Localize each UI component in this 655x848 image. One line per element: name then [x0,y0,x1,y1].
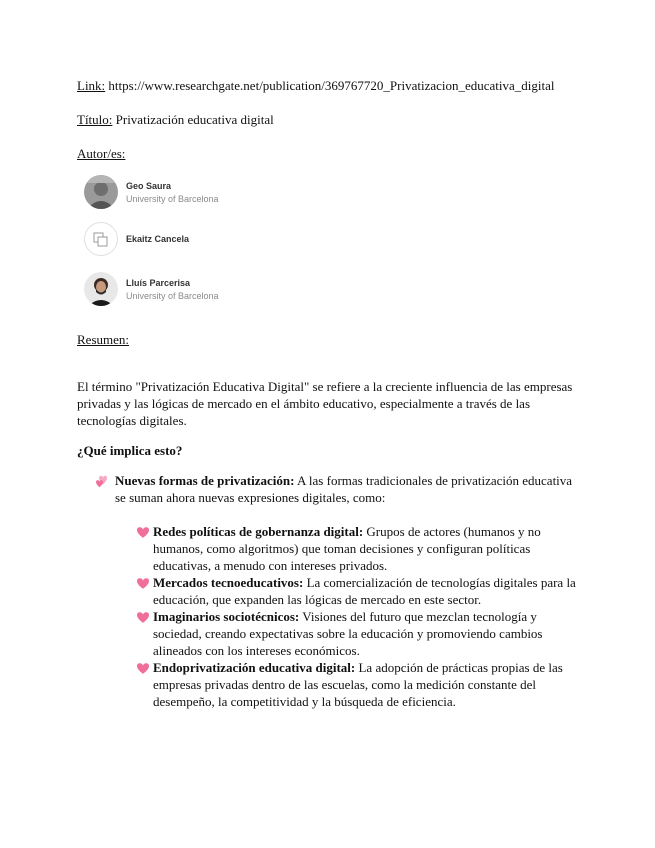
main-point-text: A las formas tradicionales de privatización educativa se suman ahora nuevas expresiones digitales, como: [115,473,573,505]
main-point [115,472,575,506]
author-card[interactable] [84,222,304,262]
list-item [153,574,578,608]
list-item [153,608,553,659]
list-item-text: Grupos de actores (humanos y no humanos, como algoritmos) que toman decisiones y configuran políticas educativas, a menudo con intereses privados. [153,524,541,573]
list-item-bold: Mercados tecnoeducativos: [153,575,304,590]
summary-paragraph: El término "Privatización Educativa Digital" se refiere a la creciente influencia de las empresas privadas y las lógicas de mercado en el ámbito educativo, especialmente a través de las tecnologías digitales. [77,379,573,428]
list-item-bold: Imaginarios sociotécnicos: [153,609,300,624]
summary-label: Resumen: [77,332,129,347]
title-value: Privatización educativa digital [115,112,274,127]
two-hearts-icon [95,473,112,488]
author-affiliation: University of Barcelona [126,194,219,204]
authors-label: Autor/es: [77,146,126,161]
author-card[interactable] [84,272,304,312]
avatar [84,175,118,209]
author-name: Lluís Parcerisa [126,278,191,288]
main-point-bold: Nuevas formas de privatización: [115,473,295,488]
link-line [77,78,555,94]
title-label: Título: [77,112,113,127]
author-name: Ekaitz Cancela [126,234,190,244]
author-affiliation: University of Barcelona [126,291,219,301]
list-item-text: Visiones del futuro que mezclan tecnología y sociedad, creando expectativas sobre la educación y promoviendo cambios alineados con los intereses económicos. [153,609,543,658]
author-name: Geo Saura [126,181,172,191]
title-line [77,112,274,128]
heart-icon [136,610,150,624]
heart-icon [136,661,150,675]
list-item-bold: Endoprivatización educativa digital: [153,660,356,675]
question-heading: ¿Qué implica esto? [77,443,183,458]
list-item-text: La adopción de prácticas propias de las empresas privadas dentro de las escuelas, como la medición constante del desempeño, la competitividad y la búsqueda de eficiencia. [153,660,563,709]
avatar [84,272,118,306]
link-label: Link: [77,78,106,93]
heart-icon [136,576,150,590]
list-item-text: La comercialización de tecnologías digitales para la educación, que expanden las lógicas de mercado en este sector. [153,575,576,607]
list-item [153,523,573,574]
author-card[interactable] [84,175,304,215]
avatar-placeholder-icon [84,222,118,256]
list-item-bold: Redes políticas de gobernanza digital: [153,524,364,539]
heart-icon [136,525,150,539]
link-url[interactable]: https://www.researchgate.net/publication/369767720_Privatizacion_educativa_digital [108,78,555,93]
list-item [153,659,573,710]
